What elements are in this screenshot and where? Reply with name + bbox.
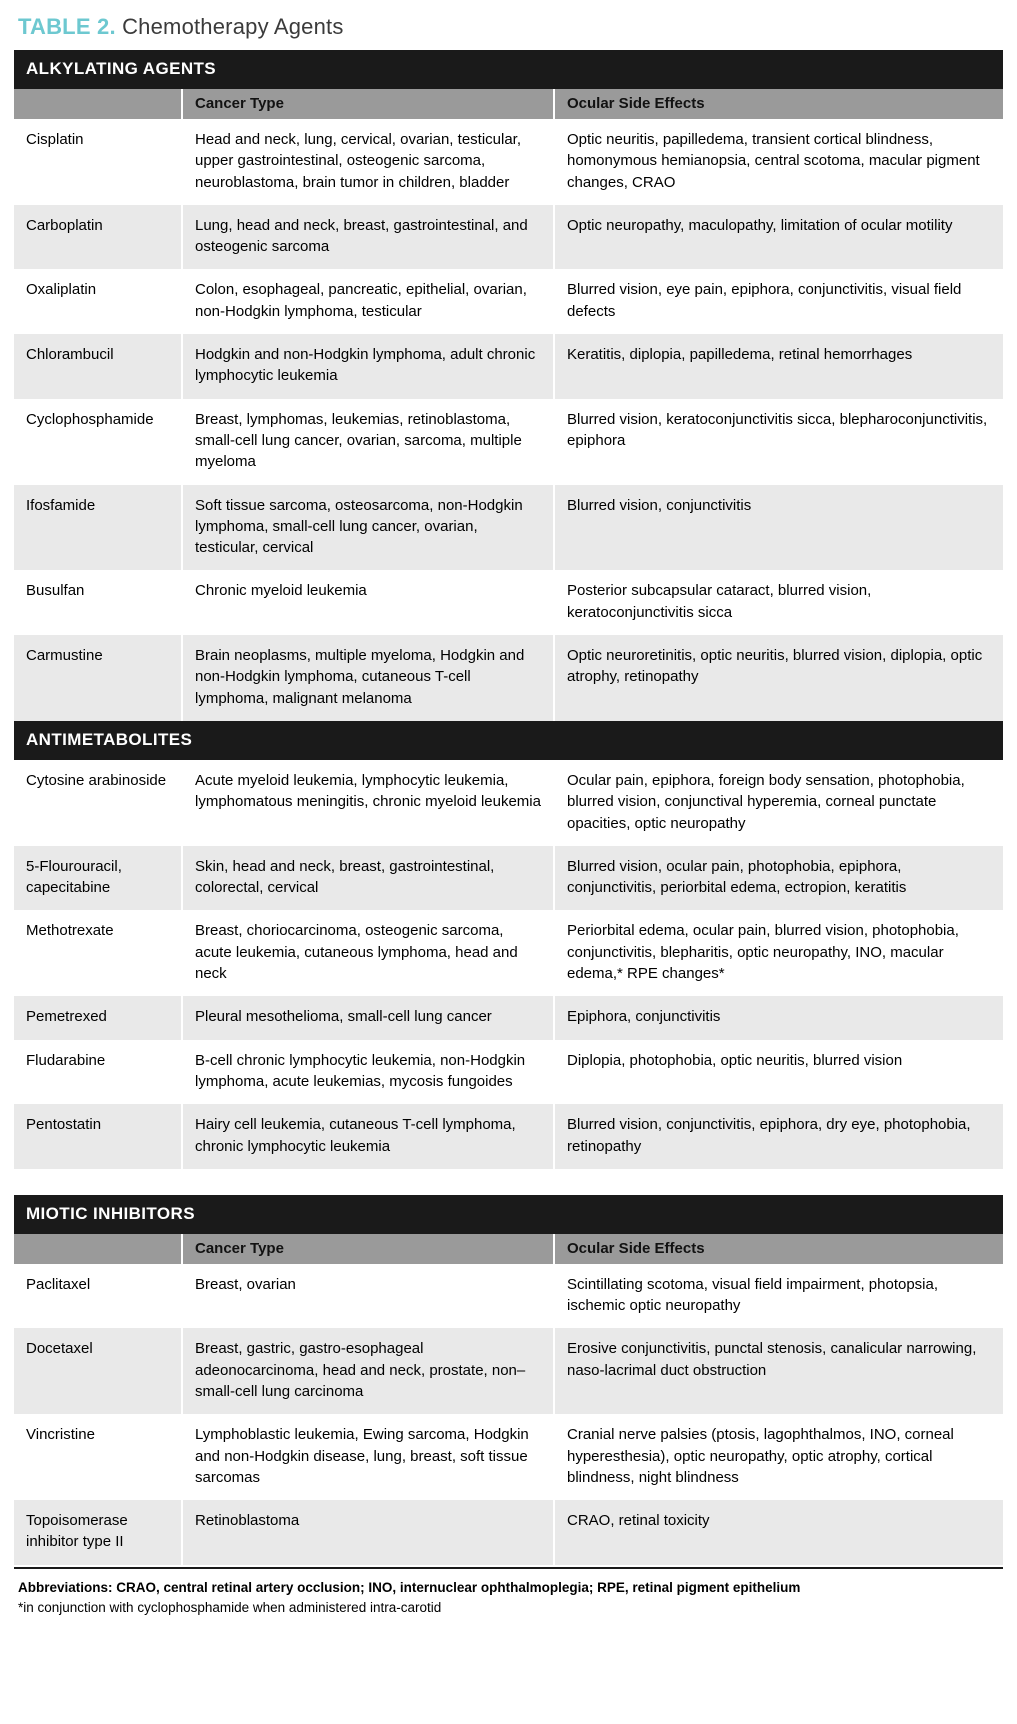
table-row	[14, 269, 1003, 334]
cell-agent: Fludarabine	[14, 1040, 182, 1105]
table-row	[14, 996, 1003, 1039]
column-header-cancer-type: Cancer Type	[182, 89, 554, 119]
section-gap	[14, 1169, 1003, 1195]
column-header-row	[14, 89, 1003, 119]
cell-cancer-type: Breast, gastric, gastro-esophageal adeonocarcinoma, head and neck, prostate, non–small-cell lung carcinoma	[182, 1328, 554, 1414]
table-row	[14, 846, 1003, 911]
table-row	[14, 1104, 1003, 1169]
cell-cancer-type: Hairy cell leukemia, cutaneous T-cell lymphoma, chronic lymphocytic leukemia	[182, 1104, 554, 1169]
cell-agent: Busulfan	[14, 570, 182, 635]
agents-table	[14, 721, 1003, 1169]
cell-ocular-side-effects: Keratitis, diplopia, papilledema, retinal hemorrhages	[554, 334, 1003, 399]
cell-cancer-type: Retinoblastoma	[182, 1500, 554, 1565]
cell-agent: Cyclophosphamide	[14, 399, 182, 485]
cell-ocular-side-effects: Epiphora, conjunctivitis	[554, 996, 1003, 1039]
cell-ocular-side-effects: CRAO, retinal toxicity	[554, 1500, 1003, 1565]
table-row	[14, 485, 1003, 571]
table-row	[14, 334, 1003, 399]
table-row	[14, 1040, 1003, 1105]
cell-cancer-type: Chronic myeloid leukemia	[182, 570, 554, 635]
cell-cancer-type: Colon, esophageal, pancreatic, epithelial, ovarian, non-Hodgkin lymphoma, testicular	[182, 269, 554, 334]
cell-agent: Chlorambucil	[14, 334, 182, 399]
cell-agent: Cytosine arabinoside	[14, 760, 182, 846]
table-row	[14, 1500, 1003, 1565]
table-row	[14, 910, 1003, 996]
table-sections	[14, 50, 1003, 1565]
cell-ocular-side-effects: Blurred vision, ocular pain, photophobia, epiphora, conjunctivitis, periorbital edema, ectropion, keratitis	[554, 846, 1003, 911]
cell-agent: Methotrexate	[14, 910, 182, 996]
cell-agent: Vincristine	[14, 1414, 182, 1500]
cell-ocular-side-effects: Blurred vision, keratoconjunctivitis sicca, blepharoconjunctivitis, epiphora	[554, 399, 1003, 485]
section-heading: MIOTIC INHIBITORS	[14, 1195, 1003, 1234]
table-row	[14, 1414, 1003, 1500]
cell-ocular-side-effects: Blurred vision, conjunctivitis	[554, 485, 1003, 571]
column-header-blank	[14, 1234, 182, 1264]
cell-cancer-type: Breast, choriocarcinoma, osteogenic sarcoma, acute leukemia, cutaneous lymphoma, head and neck	[182, 910, 554, 996]
cell-cancer-type: Brain neoplasms, multiple myeloma, Hodgkin and non-Hodgkin lymphoma, cutaneous T-cell lymphoma, malignant melanoma	[182, 635, 554, 721]
cell-ocular-side-effects: Optic neuropathy, maculopathy, limitation of ocular motility	[554, 205, 1003, 270]
cell-agent: 5-Flourouracil, capecitabine	[14, 846, 182, 911]
cell-agent: Ifosfamide	[14, 485, 182, 571]
table-number: TABLE 2.	[18, 14, 116, 39]
cell-agent: Pentostatin	[14, 1104, 182, 1169]
table-row	[14, 570, 1003, 635]
agents-table	[14, 50, 1003, 721]
cell-cancer-type: Lymphoblastic leukemia, Ewing sarcoma, Hodgkin and non-Hodgkin disease, lung, breast, soft tissue sarcomas	[182, 1414, 554, 1500]
cell-agent: Pemetrexed	[14, 996, 182, 1039]
section-heading: ANTIMETABOLITES	[14, 721, 1003, 760]
table-name: Chemotherapy Agents	[122, 14, 344, 39]
cell-ocular-side-effects: Cranial nerve palsies (ptosis, lagophthalmos, INO, corneal hyperesthesia), optic neuropathy, optic atrophy, cortical blindness, night blindness	[554, 1414, 1003, 1500]
cell-ocular-side-effects: Erosive conjunctivitis, punctal stenosis, canalicular narrowing, naso-lacrimal duct obstruction	[554, 1328, 1003, 1414]
footnote-note: *in conjunction with cyclophosphamide when administered intra-carotid	[18, 1600, 442, 1616]
table-row	[14, 1264, 1003, 1329]
cell-ocular-side-effects: Scintillating scotoma, visual field impairment, photopsia, ischemic optic neuropathy	[554, 1264, 1003, 1329]
footnote-abbreviations: Abbreviations: CRAO, central retinal artery occlusion; INO, internuclear ophthalmoplegia; RPE, retinal pigment epithelium	[18, 1579, 801, 1595]
cell-agent: Oxaliplatin	[14, 269, 182, 334]
cell-cancer-type: Head and neck, lung, cervical, ovarian, testicular, upper gastrointestinal, osteogenic sarcoma, neuroblastoma, brain tumor in children, bladder	[182, 119, 554, 205]
cell-ocular-side-effects: Optic neuroretinitis, optic neuritis, blurred vision, diplopia, optic atrophy, retinopathy	[554, 635, 1003, 721]
cell-ocular-side-effects: Blurred vision, conjunctivitis, epiphora, dry eye, photophobia, retinopathy	[554, 1104, 1003, 1169]
table-row	[14, 635, 1003, 721]
cell-cancer-type: Acute myeloid leukemia, lymphocytic leukemia, lymphomatous meningitis, chronic myeloid leukemia	[182, 760, 554, 846]
cell-agent: Carmustine	[14, 635, 182, 721]
column-header-cancer-type: Cancer Type	[182, 1234, 554, 1264]
cell-ocular-side-effects: Ocular pain, epiphora, foreign body sensation, photophobia, blurred vision, conjunctival hyperemia, corneal punctate opacities, optic neuropathy	[554, 760, 1003, 846]
table-row	[14, 399, 1003, 485]
cell-cancer-type: Hodgkin and non-Hodgkin lymphoma, adult chronic lymphocytic leukemia	[182, 334, 554, 399]
cell-agent: Paclitaxel	[14, 1264, 182, 1329]
footnotes	[14, 1567, 1003, 1633]
section-header-row	[14, 721, 1003, 760]
cell-cancer-type: Breast, lymphomas, leukemias, retinoblastoma, small-cell lung cancer, ovarian, sarcoma, multiple myeloma	[182, 399, 554, 485]
cell-ocular-side-effects: Diplopia, photophobia, optic neuritis, blurred vision	[554, 1040, 1003, 1105]
section-header-row	[14, 50, 1003, 89]
cell-cancer-type: Soft tissue sarcoma, osteosarcoma, non-Hodgkin lymphoma, small-cell lung cancer, ovarian, testicular, cervical	[182, 485, 554, 571]
column-header-row	[14, 1234, 1003, 1264]
column-header-blank	[14, 89, 182, 119]
cell-agent: Topoisomerase inhibitor type II	[14, 1500, 182, 1565]
section-heading: ALKYLATING AGENTS	[14, 50, 1003, 89]
cell-ocular-side-effects: Posterior subcapsular cataract, blurred vision, keratoconjunctivitis sicca	[554, 570, 1003, 635]
cell-agent: Cisplatin	[14, 119, 182, 205]
cell-agent: Carboplatin	[14, 205, 182, 270]
agents-table	[14, 1195, 1003, 1565]
cell-cancer-type: Lung, head and neck, breast, gastrointestinal, and osteogenic sarcoma	[182, 205, 554, 270]
cell-cancer-type: Skin, head and neck, breast, gastrointestinal, colorectal, cervical	[182, 846, 554, 911]
cell-cancer-type: Breast, ovarian	[182, 1264, 554, 1329]
cell-agent: Docetaxel	[14, 1328, 182, 1414]
page-title	[14, 10, 1003, 50]
cell-ocular-side-effects: Blurred vision, eye pain, epiphora, conjunctivitis, visual field defects	[554, 269, 1003, 334]
cell-cancer-type: Pleural mesothelioma, small-cell lung cancer	[182, 996, 554, 1039]
cell-ocular-side-effects: Periorbital edema, ocular pain, blurred vision, photophobia, conjunctivitis, blepharitis, optic neuropathy, INO, macular edema,* RPE changes*	[554, 910, 1003, 996]
table-row	[14, 205, 1003, 270]
cell-cancer-type: B-cell chronic lymphocytic leukemia, non-Hodgkin lymphoma, acute leukemias, mycosis fungoides	[182, 1040, 554, 1105]
table-row	[14, 1328, 1003, 1414]
table-row	[14, 119, 1003, 205]
column-header-ocular-side-effects: Ocular Side Effects	[554, 1234, 1003, 1264]
table-row	[14, 760, 1003, 846]
column-header-ocular-side-effects: Ocular Side Effects	[554, 89, 1003, 119]
cell-ocular-side-effects: Optic neuritis, papilledema, transient cortical blindness, homonymous hemianopsia, central scotoma, macular pigment changes, CRAO	[554, 119, 1003, 205]
section-header-row	[14, 1195, 1003, 1234]
